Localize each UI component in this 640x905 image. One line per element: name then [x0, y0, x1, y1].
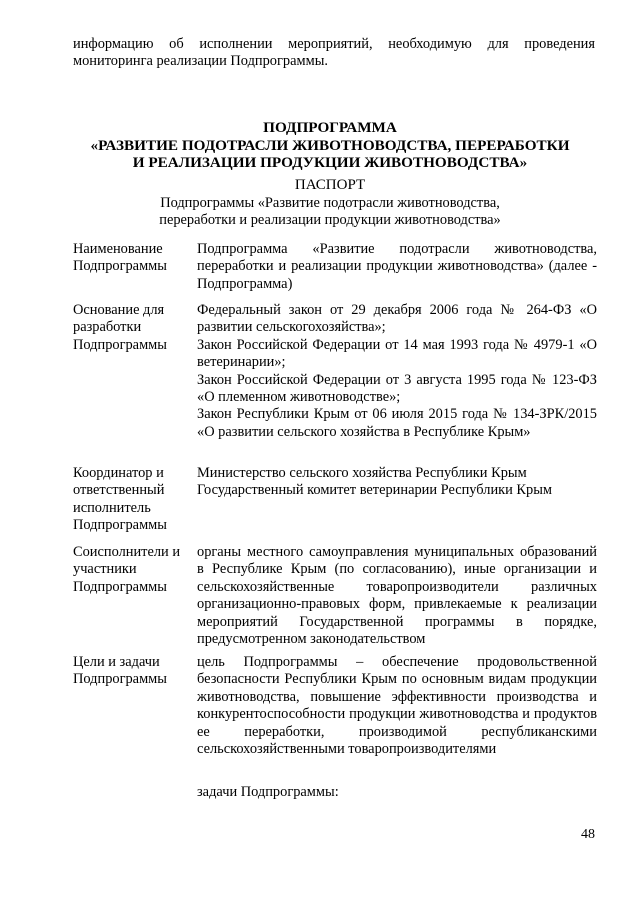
row-paragraph: Министерство сельского хозяйства Республики Крым: [197, 465, 527, 481]
heading-line: ПОДПРОГРАММА: [263, 119, 397, 136]
row-paragraph: органы местного самоуправления муниципальных образований в Республике Крым (по согласованию), иные организации и сельскохозяйственные товаропроизводители различных организационно-правовых форм, привлекаемые к реализации мероприятий Государственной программы в порядке, предусмотренном законодательством: [197, 544, 597, 648]
row-label-line: Подпрограммы: [73, 258, 167, 275]
row-paragraph: Закон Республики Крым от 06 июля 2015 года № 134-ЗРК/2015 «О развитии сельского хозяйства в Республике Крым»: [197, 406, 597, 440]
row-label-line: Подпрограммы: [73, 671, 167, 688]
row-content: [197, 302, 597, 441]
row-paragraph: Закон Российской Федерации от 14 мая 1993 года № 4979-1 «О ветеринарии»;: [197, 336, 597, 371]
row-label-line: Координатор и: [73, 465, 164, 481]
subprogram-heading: [60, 119, 600, 172]
page-number: 48: [581, 827, 595, 842]
passport-subtitle-line: Подпрограммы «Развитие подотрасли животноводства,: [160, 195, 500, 211]
row-content: [197, 654, 597, 802]
row-label-line: ответственный: [73, 482, 165, 499]
row-label: [73, 465, 191, 535]
row-content: [197, 241, 597, 293]
row-label-line: Наименование: [73, 241, 163, 257]
row-paragraph: Закон Российской Федерации от 3 августа 1995 года № 123-ФЗ «О племенном животноводстве»;: [197, 371, 597, 406]
row-label: [73, 654, 191, 689]
row-label-line: Подпрограммы: [73, 517, 167, 534]
passport-subtitle-line: переработки и реализации продукции животноводства»: [159, 212, 501, 229]
row-content: [197, 465, 597, 500]
row-paragraph: Государственный комитет ветеринарии Республики Крым: [197, 482, 553, 499]
row-label-line: исполнитель: [73, 499, 151, 516]
heading-line: «РАЗВИТИЕ ПОДОТРАСЛИ ЖИВОТНОВОДСТВА, ПЕРЕРАБОТКИ: [90, 136, 570, 154]
row-label-line: участники: [73, 561, 137, 578]
passport-title: ПАСПОРТ: [294, 177, 366, 193]
row-label-line: Подпрограммы: [73, 578, 167, 595]
intro-paragraph: информацию об исполнении мероприятий, необходимую для проведения мониторинга реализации Подпрограммы.: [73, 36, 595, 70]
row-label: [73, 544, 191, 596]
row-label-line: Соисполнители и: [73, 544, 181, 560]
row-label-line: Подпрограммы: [73, 336, 167, 353]
row-paragraph: Федеральный закон от 29 декабря 2006 года № 264-ФЗ «О развитии сельскогохозяйства»;: [197, 302, 597, 336]
row-label-line: Основание для: [73, 302, 165, 318]
row-label-line: Цели и задачи: [73, 654, 160, 670]
passport-subtitle: [60, 195, 600, 230]
row-label-line: разработки: [73, 319, 142, 336]
heading-line: И РЕАЛИЗАЦИИ ПРОДУКЦИИ ЖИВОТНОВОДСТВА»: [132, 154, 528, 171]
row-label: [73, 241, 191, 276]
row-paragraph: задачи Подпрограммы:: [197, 784, 339, 801]
row-label: [73, 302, 191, 354]
row-paragraph: Подпрограмма «Развитие подотрасли животноводства, переработки и реализации продукции животноводства» (далее - Подпрограмма): [197, 241, 597, 292]
row-paragraph: цель Подпрограммы – обеспечение продовольственной безопасности Республики Крым по основным видам продукции животноводства, повышение эффективности производства и конкурентоспособности продукции животноводства и продуктов ее переработки, производимой республиканскими сельскохозяйственными товаропроизводителями: [197, 654, 597, 758]
row-content: [197, 544, 597, 648]
